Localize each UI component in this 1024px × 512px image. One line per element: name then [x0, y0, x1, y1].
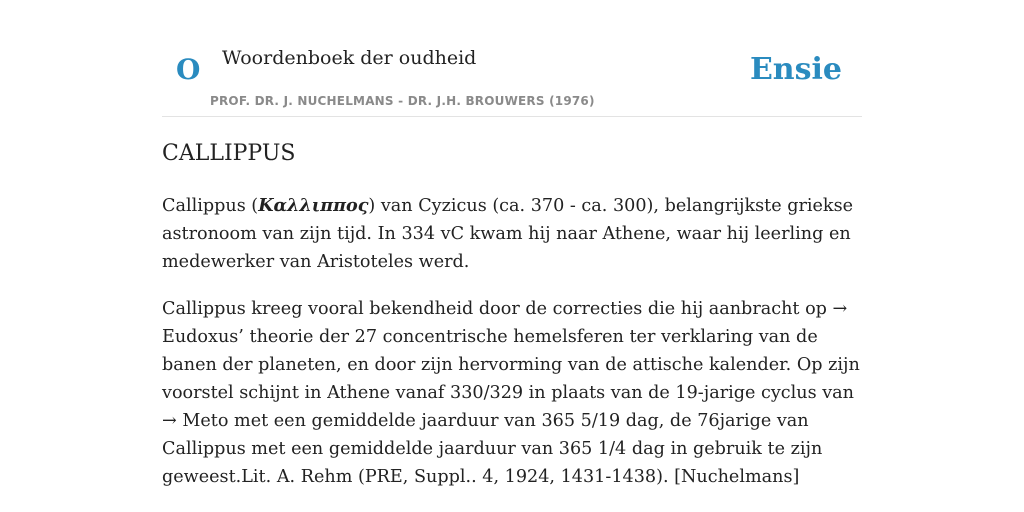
- dictionary-title[interactable]: Woordenboek der oudheid: [222, 47, 477, 69]
- paragraph-1-start: Callippus (: [162, 196, 259, 216]
- entry-paragraph-1: [162, 192, 872, 276]
- entry-paragraph-2: Callippus kreeg vooral bekendheid door de correcties die hij aanbracht op → Eudoxus’ theorie der 27 concentrische hemelsferen ter verklaring van de banen der planeten, en door zijn hervorming van de attische kalender. Op zijn voorstel schijnt in Athene vanaf 330/329 in plaats van de 19-jarige cyclus van → Meto met een gemiddelde jaarduur van 365 5/19 dag, de 76jarige van Callippus met een gemiddelde jaarduur van 365 1/4 dag in gebruik te zijn geweest.Lit. A. Rehm (PRE, Suppl.. 4, 1924, 1431-1438). [Nuchelmans]: [162, 299, 860, 487]
- entry-headword: CALLIPPUS: [162, 141, 296, 166]
- letter-index[interactable]: O: [176, 53, 201, 86]
- paragraph-1-rest: ) van Cyzicus (ca. 370 - ca. 300), belangrijkste griekse astronoom van zijn tijd. In 334 vC kwam hij naar Athene, waar hij leerling en medewerker van Aristoteles werd.: [162, 196, 854, 272]
- ensie-logo[interactable]: Ensie: [749, 52, 842, 87]
- entry-content: [162, 138, 872, 510]
- dictionary-authors: PROF. DR. J. NUCHELMANS - DR. J.H. BROUWERS (1976): [210, 94, 595, 108]
- greek-name: Καλλιππος: [258, 195, 369, 216]
- dictionary-header: [162, 0, 862, 117]
